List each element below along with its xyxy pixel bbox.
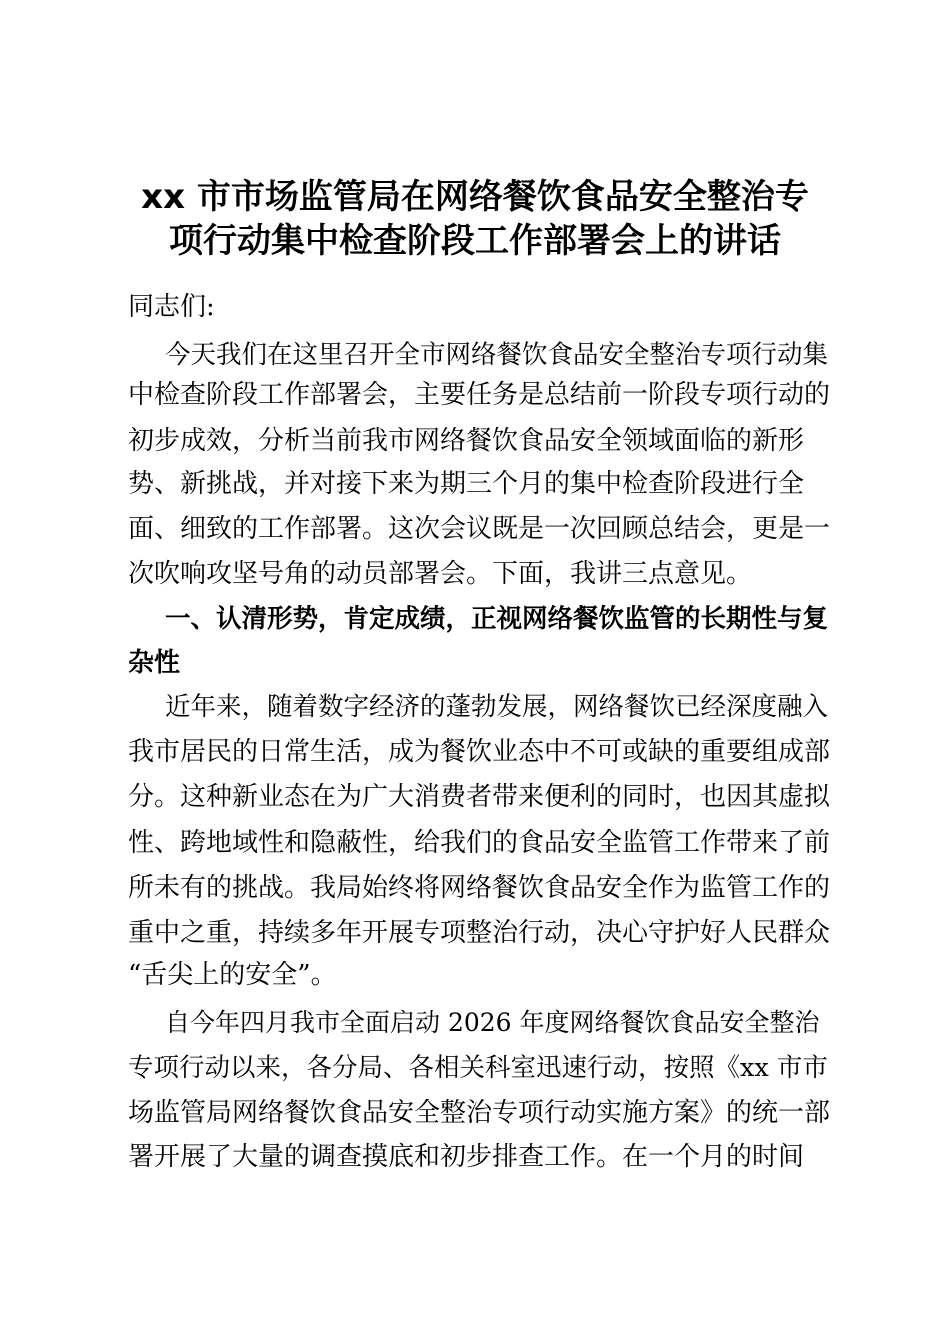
paragraph3-line: 专项行动以来，各分局、各相关科室迅速行动，按照《xx 市市 bbox=[128, 1053, 828, 1083]
document-title-line-1: xx 市市场监管局在网络餐饮食品安全整治专 bbox=[141, 177, 809, 217]
paragraph1-line: 今天我们在这里召开全市网络餐饮食品安全整治专项行动集 bbox=[165, 340, 829, 370]
paragraph1-line: 次吹响攻坚号角的动员部署会。下面，我讲三点意见。 bbox=[128, 559, 753, 589]
paragraph1-line: 中检查阶段工作部署会，主要任务是总结前一阶段专项行动的 bbox=[128, 380, 831, 410]
paragraph1-line: 面、细致的工作部署。这次会议既是一次回顾总结会，更是一 bbox=[128, 514, 831, 544]
section-heading-1-line: 杂性 bbox=[128, 648, 181, 678]
paragraph3-line: 自今年四月我市全面启动 2026 年度网络餐饮食品安全整治 bbox=[165, 1008, 820, 1037]
paragraph2-line: 我市居民的日常生活，成为餐饮业态中不可或缺的重要组成部 bbox=[128, 737, 831, 767]
paragraph2-line: “舌尖上的安全”。 bbox=[128, 960, 337, 990]
section-heading-1-line: 一、认清形势，肯定成绩，正视网络餐饮监管的长期性与复 bbox=[165, 604, 829, 634]
paragraph2-line: 性、跨地域性和隐蔽性，给我们的食品安全监管工作带来了前 bbox=[128, 828, 831, 858]
paragraph1-line: 初步成效，分析当前我市网络餐饮食品安全领域面临的新形 bbox=[128, 426, 805, 456]
paragraph2-line: 所未有的挑战。我局始终将网络餐饮食品安全作为监管工作的 bbox=[128, 873, 831, 903]
document-title-line-2: 项行动集中检查阶段工作部署会上的讲话 bbox=[169, 221, 781, 261]
paragraph3-line: 署开展了大量的调查摸底和初步排查工作。在一个月的时间 bbox=[128, 1142, 805, 1172]
paragraph2-line: 分。这种新业态在为广大消费者带来便利的同时，也因其虚拟 bbox=[128, 782, 831, 812]
salutation: 同志们: bbox=[128, 292, 215, 322]
paragraph3-line: 场监管局网络餐饮食品安全整治专项行动实施方案》的统一部 bbox=[128, 1098, 831, 1128]
paragraph1-line: 势、新挑战，并对接下来为期三个月的集中检查阶段进行全 bbox=[128, 469, 805, 499]
paragraph2-line: 重中之重，持续多年开展专项整治行动，决心守护好人民群众 bbox=[128, 918, 831, 948]
paragraph2-line: 近年来，随着数字经济的蓬勃发展，网络餐饮已经深度融入 bbox=[165, 692, 829, 722]
